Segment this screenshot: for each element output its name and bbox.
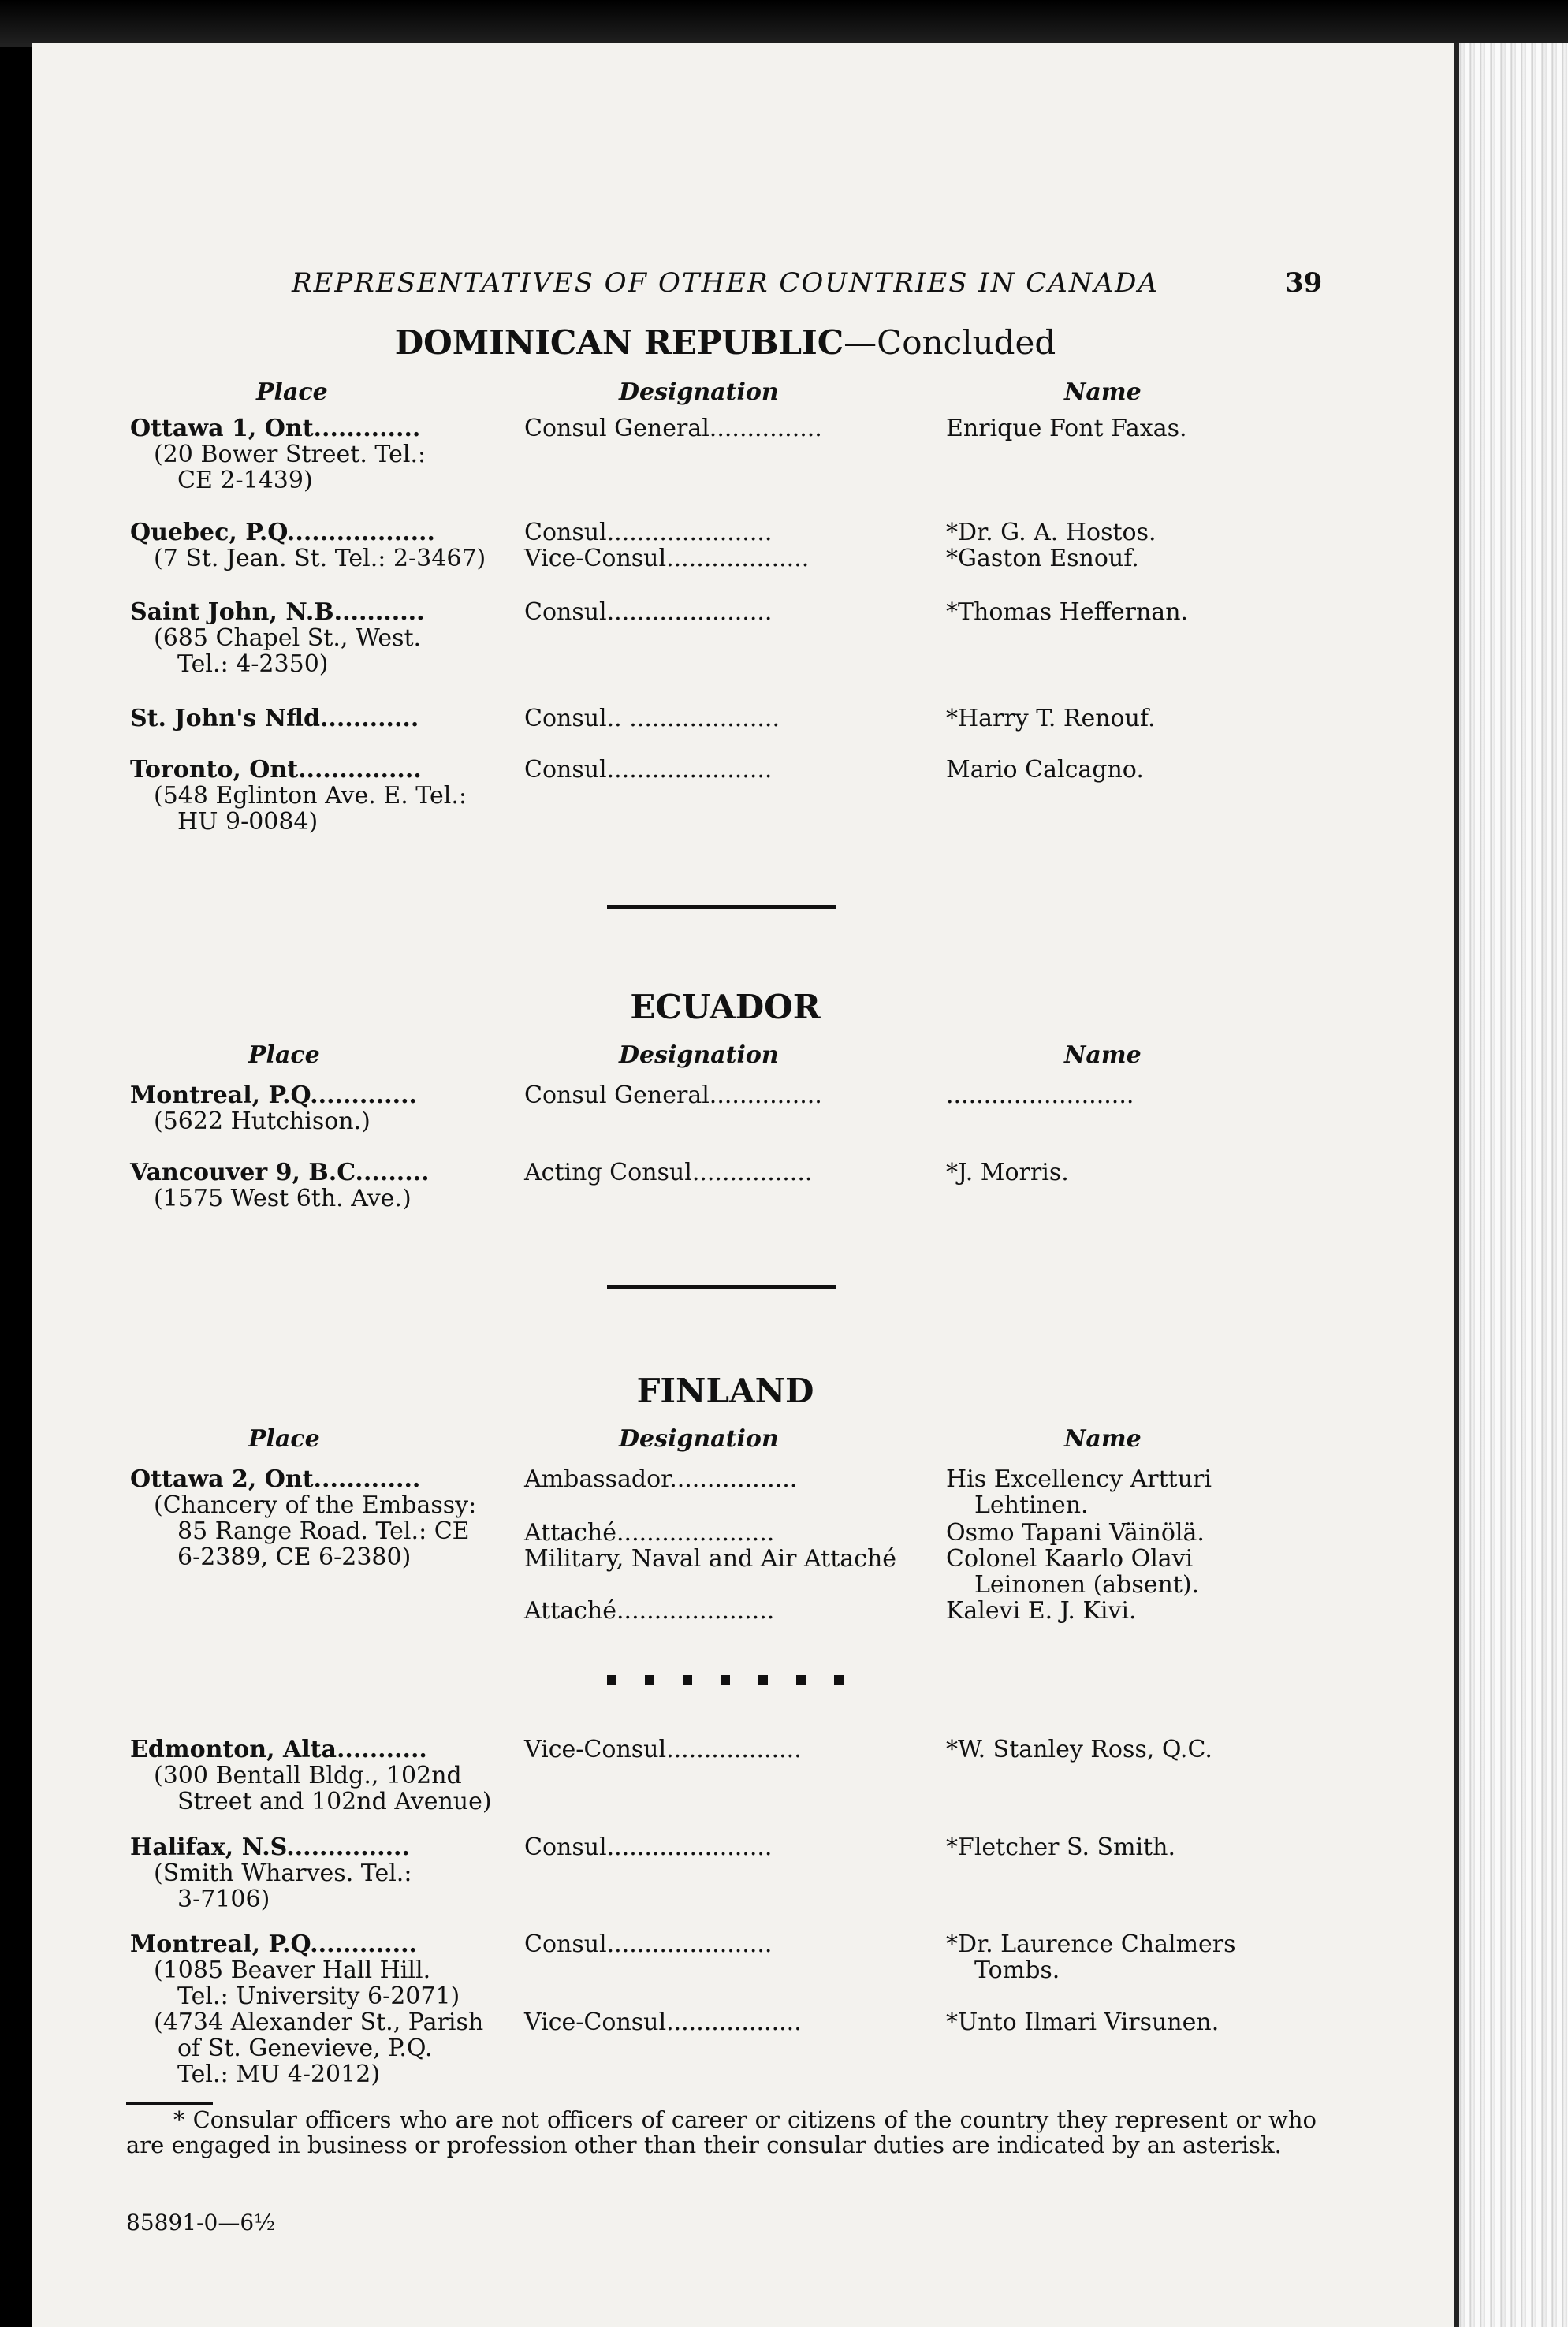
embassy-place	[130, 1466, 508, 1570]
name-line: His Excellency Artturi	[946, 1465, 1212, 1493]
place-address-line: 3-7106)	[177, 1886, 270, 1913]
place-city: Ottawa 1, Ont.............	[130, 415, 421, 442]
entry-designation: Vice-Consul..................	[524, 1736, 802, 1763]
place-address-line: (685 Chapel St., West.	[154, 624, 422, 652]
entry-name: Mario Calcagno.	[946, 756, 1144, 784]
place-city: Edmonton, Alta...........	[130, 1736, 427, 1763]
place-city: Montreal, P.Q.............	[130, 1082, 417, 1109]
designation-line: Attaché.....................	[524, 1519, 775, 1547]
entry-designation: Consul......................	[524, 756, 773, 784]
designation-line: Vice-Consul...................	[524, 545, 810, 572]
place-city: St. John's Nfld............	[130, 705, 419, 732]
place-address-line: Street and 102nd Avenue)	[177, 1788, 492, 1815]
column-head-designation: Designation	[619, 378, 779, 406]
place-address-line: (5622 Hutchison.)	[154, 1108, 371, 1135]
entry-name	[946, 1466, 1317, 1518]
scan-left-border	[0, 47, 32, 2327]
entry-place	[130, 1160, 508, 1212]
entry-designation: Consul......................	[524, 1834, 773, 1861]
place-address-line: (4734 Alexander St., Parish	[154, 2009, 484, 2036]
section-title-suffix: —Concluded	[844, 323, 1056, 362]
bullet-icon	[834, 1675, 844, 1685]
entry-name: *Unto Ilmari Virsunen.	[946, 2009, 1220, 2036]
place-address-line: (1085 Beaver Hall Hill.	[154, 1957, 431, 1984]
entry-place	[130, 519, 508, 572]
entry-name: *W. Stanley Ross, Q.C.	[946, 1736, 1212, 1763]
name-line: *Dr. Laurence Chalmers	[946, 1930, 1236, 1958]
entry-designation: Attaché.....................	[524, 1597, 775, 1625]
bullet-icon	[607, 1675, 616, 1685]
name-line: Leinonen (absent).	[974, 1571, 1200, 1599]
place-city: Toronto, Ont...............	[130, 756, 422, 784]
column-head-name: Name	[1064, 378, 1142, 406]
column-head-designation: Designation	[619, 1425, 779, 1453]
running-head: REPRESENTATIVES OF OTHER COUNTRIES IN CANADA	[292, 267, 1159, 299]
page-number: 39	[1285, 267, 1323, 299]
name-line: Osmo Tapani Väinölä.	[946, 1519, 1205, 1547]
place-city: Vancouver 9, B.C.........	[130, 1159, 430, 1186]
place-address-line: (Chancery of the Embassy:	[154, 1491, 477, 1519]
column-head-place: Place	[248, 1425, 320, 1453]
place-address-line: (7 St. Jean. St. Tel.: 2-3467)	[154, 545, 486, 572]
column-head-designation: Designation	[619, 1041, 779, 1069]
place-address-line: HU 9-0084)	[177, 808, 318, 836]
footnote: * Consular officers who are not officers of career or citizens of the country they represent or who are engaged in business or profession other than their consular duties are indicated by an asterisk.	[126, 2106, 1317, 2158]
name-line: *Dr. G. A. Hostos.	[946, 519, 1156, 546]
column-head-place: Place	[256, 378, 328, 406]
place-city: Quebec, P.Q..................	[130, 519, 435, 546]
entry-designation	[524, 1520, 918, 1572]
place-address-line: of St. Genevieve, P.Q.	[177, 2035, 433, 2062]
name-line: Tombs.	[974, 1957, 1060, 1984]
entry-name: Enrique Font Faxas.	[946, 415, 1187, 442]
place-address-line: (548 Eglinton Ave. E. Tel.:	[154, 782, 467, 810]
footnote-rule	[126, 2102, 213, 2105]
entry-place	[130, 415, 508, 493]
entry-name	[946, 1520, 1317, 1598]
bullet-icon	[645, 1675, 654, 1685]
place-address-line: (1575 West 6th. Ave.)	[154, 1185, 412, 1212]
section-title-text: DOMINICAN REPUBLIC	[394, 323, 844, 362]
entry-place	[130, 757, 508, 835]
book-gutter	[1454, 43, 1568, 2327]
entry-place	[130, 1737, 508, 1815]
column-head-place: Place	[248, 1041, 320, 1069]
place-city: Halifax, N.S...............	[130, 1834, 410, 1861]
section-title-ecuador: ECUADOR	[630, 988, 821, 1026]
bullet-icon	[796, 1675, 806, 1685]
entry-place	[130, 1082, 508, 1134]
entry-place	[130, 1834, 508, 1912]
print-code: 85891-0—6½	[126, 2210, 276, 2236]
entry-designation: Consul.. ....................	[524, 705, 780, 732]
column-head-name: Name	[1064, 1425, 1142, 1453]
document-page	[32, 43, 1454, 2327]
entry-designation: Acting Consul................	[524, 1159, 813, 1186]
entry-designation: Consul General...............	[524, 1082, 822, 1109]
place-address-line: (Smith Wharves. Tel.:	[154, 1860, 412, 1887]
entry-name: .........................	[946, 1082, 1134, 1109]
column-head-name: Name	[1064, 1041, 1142, 1069]
entry-designation	[524, 519, 918, 572]
place-address-line: Tel.: University 6-2071)	[177, 1983, 460, 2010]
entry-place	[130, 1931, 508, 2087]
gutter-edge	[1454, 43, 1459, 2327]
section-title-finland: FINLAND	[636, 1372, 814, 1410]
name-line: Lehtinen.	[974, 1491, 1089, 1519]
entry-name	[946, 1931, 1317, 1983]
entry-designation: Vice-Consul..................	[524, 2009, 802, 2036]
entry-designation: Consul......................	[524, 1930, 773, 1958]
place-address-line: 85 Range Road. Tel.: CE	[177, 1517, 470, 1545]
place-city: Montreal, P.Q.............	[130, 1930, 417, 1958]
entry-designation: Consul General...............	[524, 415, 822, 442]
place-address-line: Tel.: 4-2350)	[177, 650, 329, 678]
name-line: *Gaston Esnouf.	[946, 545, 1139, 572]
bullet-icon	[683, 1675, 692, 1685]
place-city: Saint John, N.B...........	[130, 598, 425, 626]
section-title-dominican	[32, 323, 1419, 362]
entry-place	[130, 599, 508, 677]
place-address-line: (300 Bentall Bldg., 102nd	[154, 1762, 462, 1789]
scan-top-border	[0, 0, 1568, 47]
entry-name: *Fletcher S. Smith.	[946, 1834, 1176, 1861]
entry-name: *Thomas Heffernan.	[946, 598, 1189, 626]
designation-line: Consul......................	[524, 519, 773, 546]
name-line: Colonel Kaarlo Olavi	[946, 1545, 1194, 1573]
entry-place	[130, 706, 508, 732]
entry-designation: Ambassador.................	[524, 1465, 798, 1493]
place-address-line: CE 2-1439)	[177, 467, 313, 494]
entry-name: *J. Morris.	[946, 1159, 1069, 1186]
bullet-icon	[758, 1675, 768, 1685]
place-address-line: 6-2389, CE 6-2380)	[177, 1543, 412, 1571]
place-city: Ottawa 2, Ont.............	[130, 1465, 421, 1493]
place-address-line: (20 Bower Street. Tel.:	[154, 441, 426, 468]
place-address-line: Tel.: MU 4-2012)	[177, 2061, 381, 2088]
bullet-icon	[721, 1675, 730, 1685]
section-divider	[607, 905, 836, 909]
entry-name: *Harry T. Renouf.	[946, 705, 1156, 732]
entry-name: Kalevi E. J. Kivi.	[946, 1597, 1137, 1625]
section-divider	[607, 1285, 836, 1289]
entry-designation: Consul......................	[524, 598, 773, 626]
separator-bullets	[607, 1675, 844, 1685]
entry-name	[946, 519, 1317, 572]
designation-line: Military, Naval and Air Attaché	[524, 1545, 897, 1573]
